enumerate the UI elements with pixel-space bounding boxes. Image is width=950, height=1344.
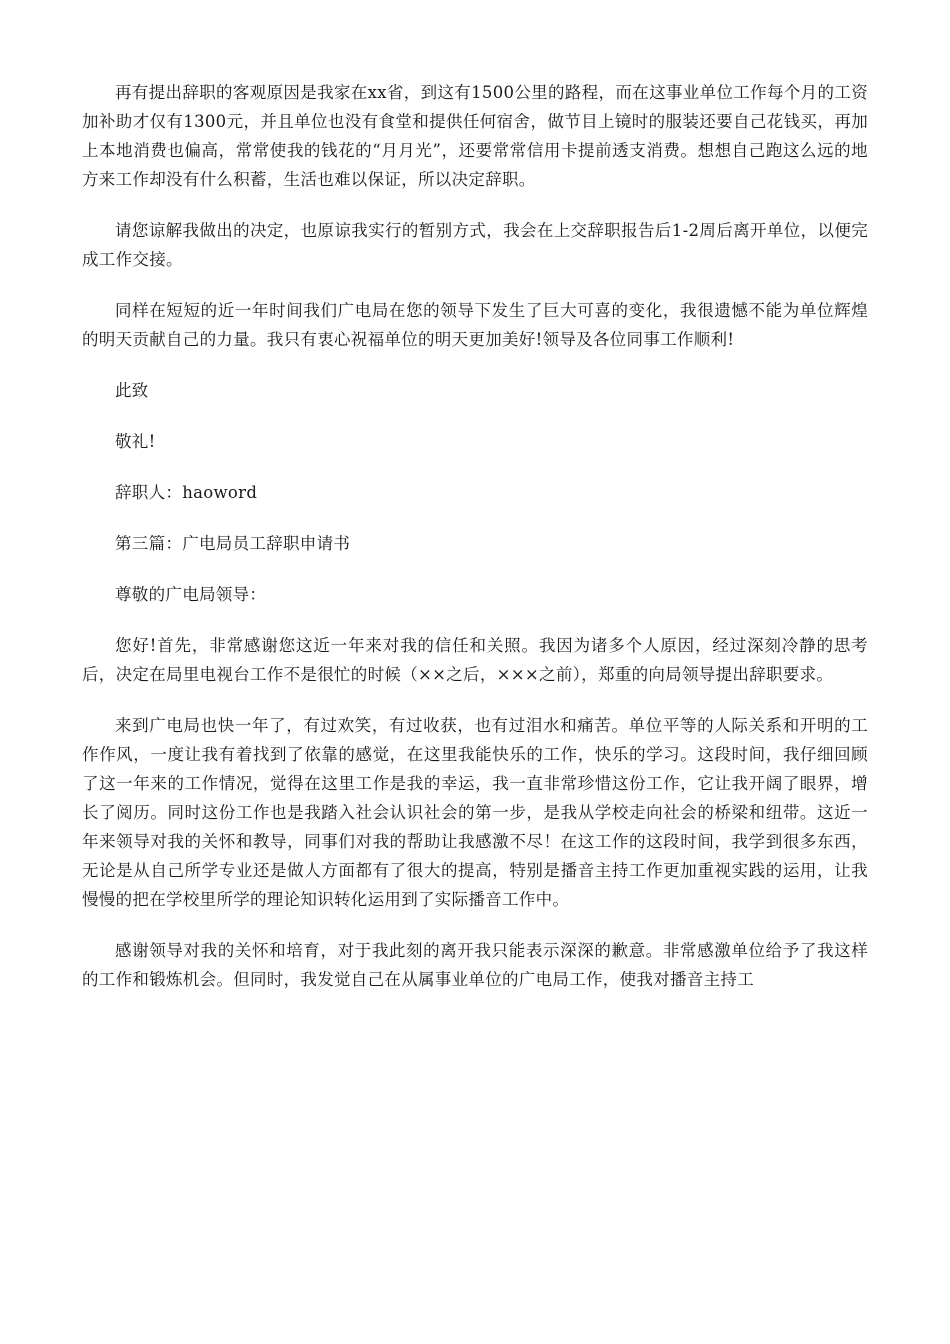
closing-regards: 敬礼! <box>115 432 156 451</box>
paragraph-opening: 您好!首先，非常感谢您这近一年来对我的信任和关照。我因为诸多个人原因，经过深刻冷静的思考后，决定在局里电视台工作不是很忙的时候（××之后，×××之前），郑重的向局领导提出辞职要求。 <box>82 636 868 684</box>
document-page <box>82 78 868 1016</box>
section-heading: 第三篇：广电局员工辞职申请书 <box>115 534 351 553</box>
closing-salutation: 此致 <box>115 381 149 400</box>
paragraph-objective-reason: 再有提出辞职的客观原因是我家在xx省，到这有1500公里的路程，而在这事业单位工作每个月的工资加补助才仅有1300元，并且单位也没有食堂和提供任何宿舍，做节目上镜时的服装还要自己花钱买，再加上本地消费也偏高，常常使我的钱花的“月月光”，还要常常信用卡提前透支消费。想想自己跑这么远的地方来工作却没有什么积蓄，生活也难以保证，所以决定辞职。 <box>82 83 868 189</box>
paragraph-experience: 来到广电局也快一年了，有过欢笑，有过收获，也有过泪水和痛苦。单位平等的人际关系和开明的工作作风，一度让我有着找到了依靠的感觉，在这里我能快乐的工作，快乐的学习。这段时间，我仔细回顾了这一年来的工作情况，觉得在这里工作是我的幸运，我一直非常珍惜这份工作，它让我开阔了眼界，增长了阅历。同时这份工作也是我踏入社会认识社会的第一步，是我从学校走向社会的桥梁和纽带。这近一年来领导对我的关怀和教导，同事们对我的帮助让我感激不尽！在这工作的这段时间，我学到很多东西，无论是从自己所学专业还是做人方面都有了很大的提高，特别是播音主持工作更加重视实践的运用，让我慢慢的把在学校里所学的理论知识转化运用到了实际播音工作中。 <box>82 716 868 909</box>
paragraph-farewell-wishes: 同样在短短的近一年时间我们广电局在您的领导下发生了巨大可喜的变化，我很遗憾不能为单位辉煌的明天贡献自己的力量。我只有衷心祝福单位的明天更加美好!领导及各位同事工作顺利! <box>82 301 868 349</box>
paragraph-gratitude: 感谢领导对我的关怀和培育，对于我此刻的离开我只能表示深深的歉意。非常感激单位给予了我这样的工作和锻炼机会。但同时，我发觉自己在从属事业单位的广电局工作，使我对播音主持工 <box>82 941 868 989</box>
paragraph-request-understanding: 请您谅解我做出的决定，也原谅我实行的暂别方式，我会在上交辞职报告后1-2周后离开单位，以便完成工作交接。 <box>82 221 868 269</box>
signature-line: 辞职人：haoword <box>115 483 258 502</box>
letter-greeting: 尊敬的广电局领导： <box>115 585 267 604</box>
